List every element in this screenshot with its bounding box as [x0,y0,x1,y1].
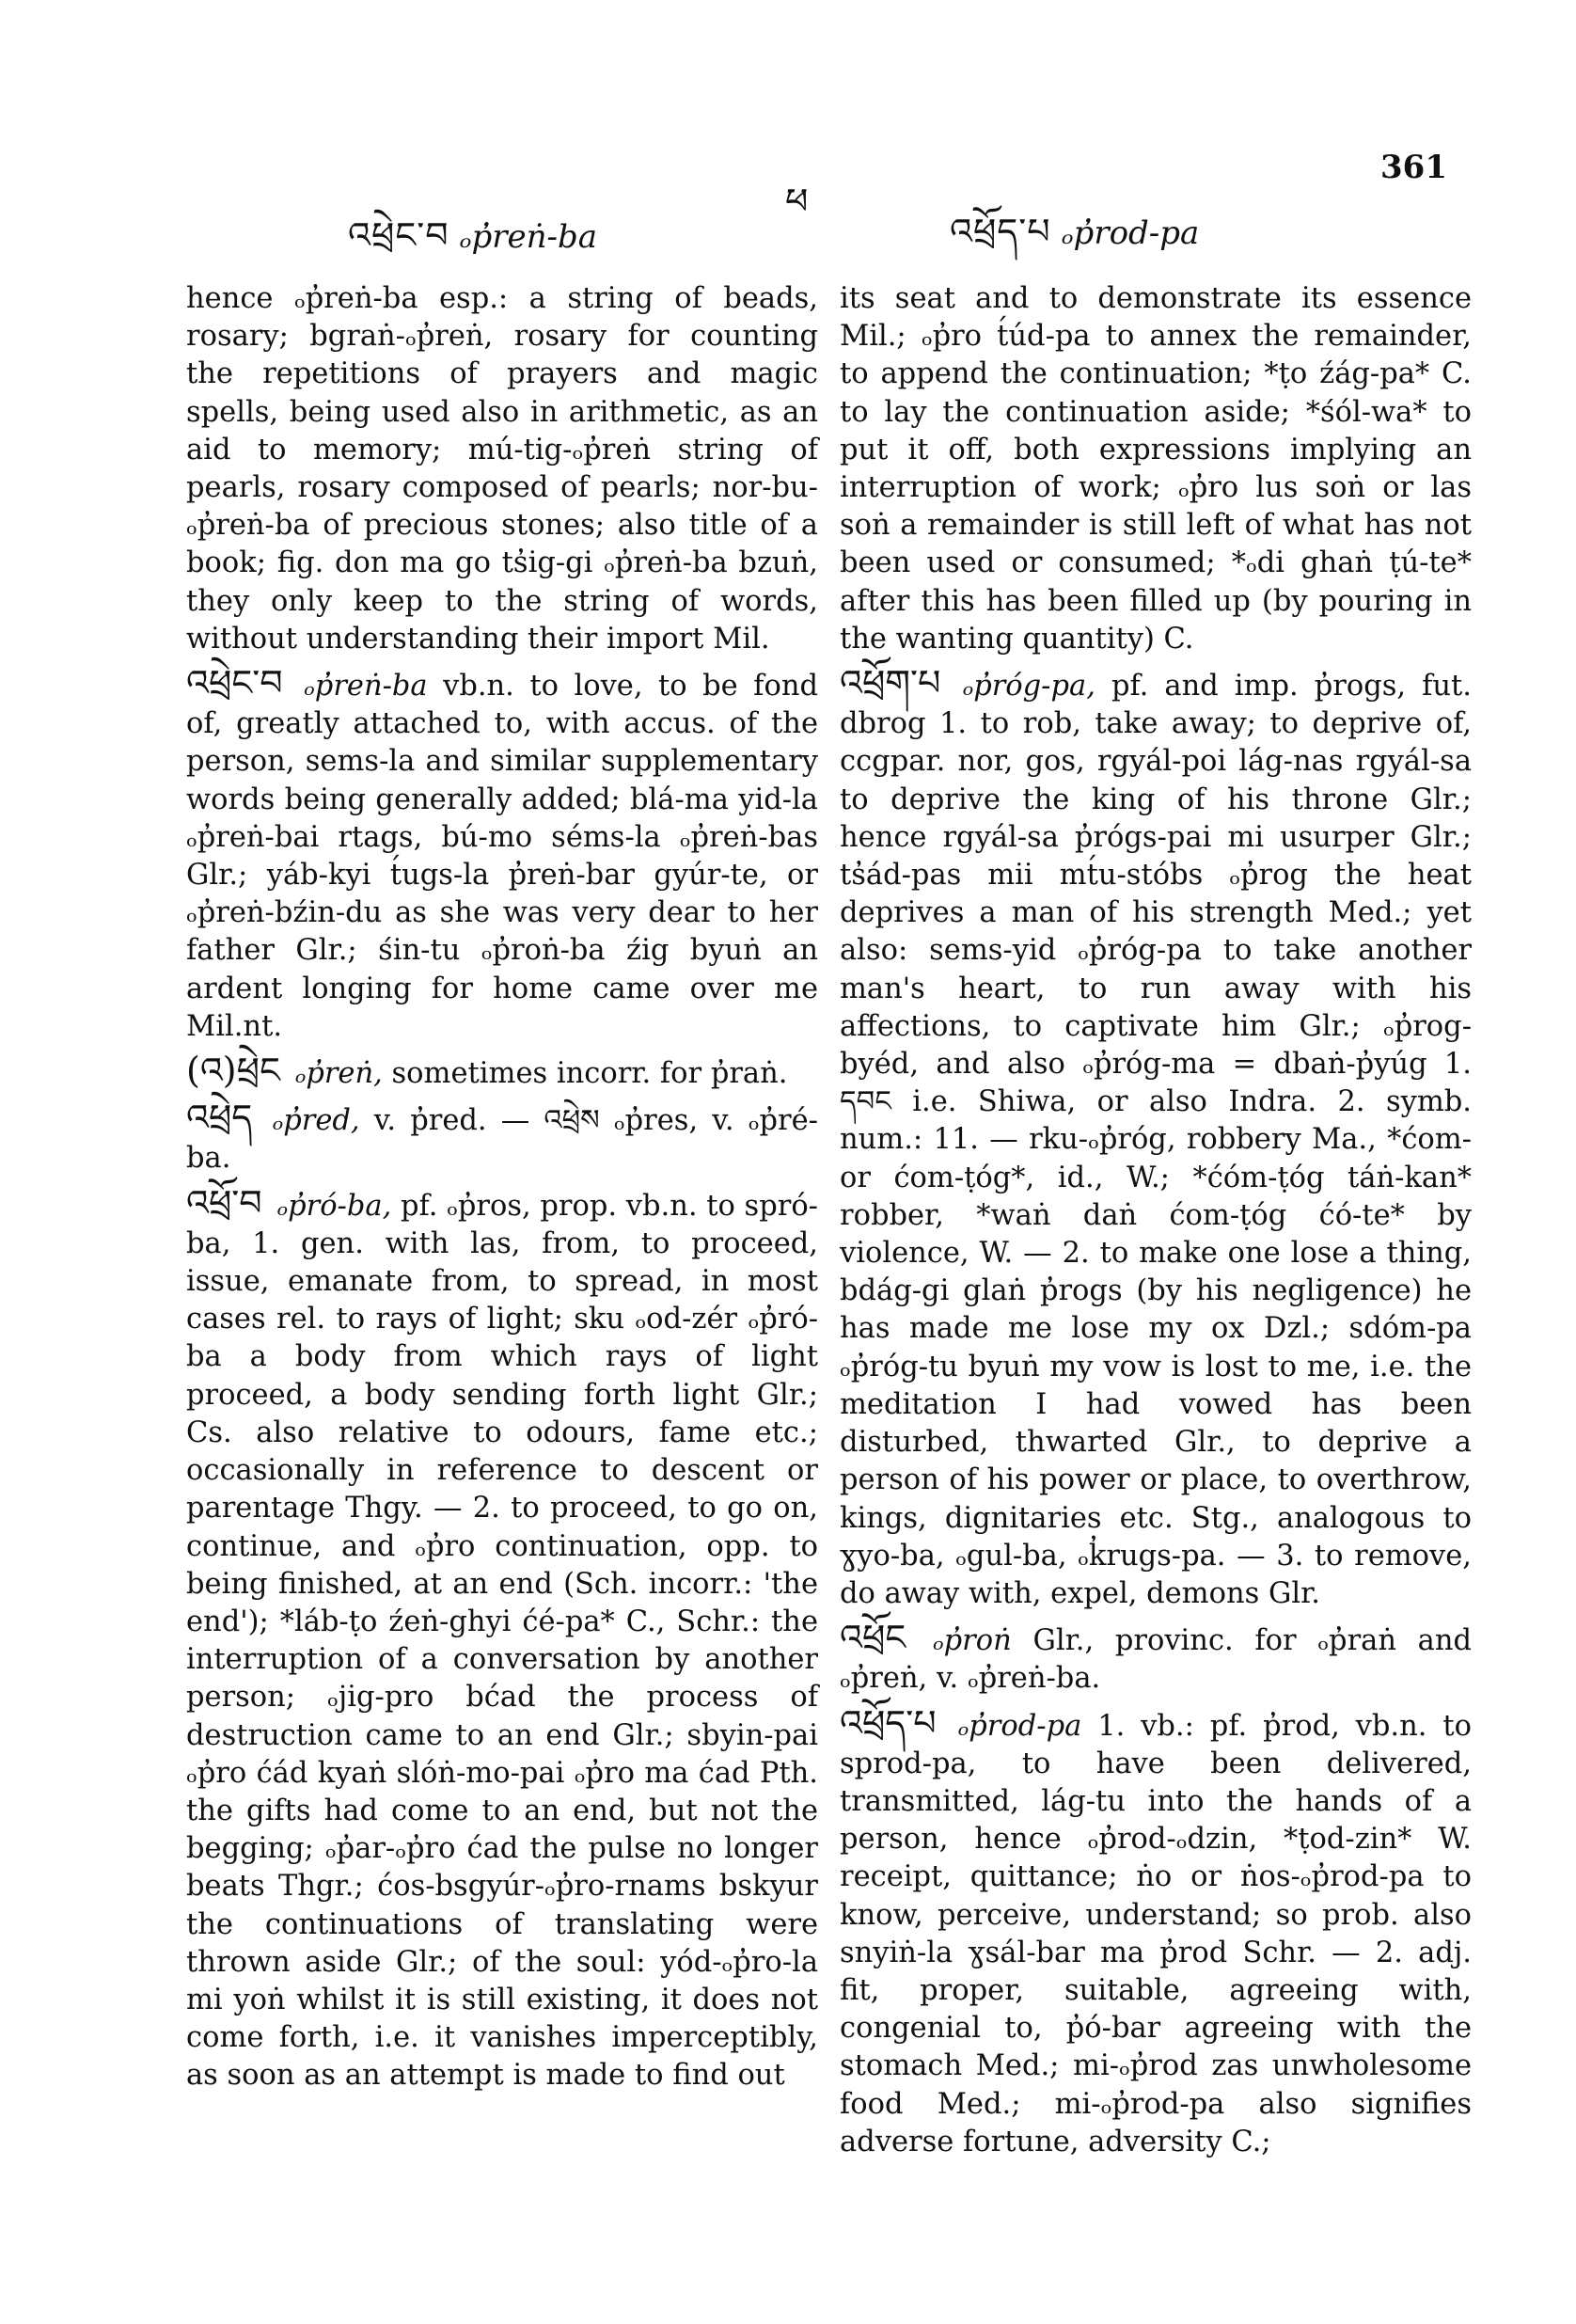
entry-headword-translit: ₒp̓reṅ-ba [304,670,428,704]
running-head-right [950,192,1199,292]
entry-headword-tibetan: འཕྲོད་པ [840,1701,937,1744]
entry-text: 1. vb.: pf. p̓rod, vb.n. to sprod-pa, to have been delivered, transmitted, lág-tu into the hands of a person, hence ₒp̓rod-ₒdzin, *ṭod-zin* W. receipt, quittance; ṅo or ṅos-ₒp̓rod-pa to know, perceive, understand; so prob. also snyiṅ-la ɣsál-bar ma p̓rod Schr. — 2. adj. fit, proper, suitable, agreeing with, congenial to, p̓ó-bar agreeing with the stomach Med.; mi-ₒp̓rod zas unwholesome food Med.; mi-ₒp̓rod-pa also signifies adverse fortune, adversity C.; [840,1709,1472,2158]
dictionary-entry [840,1701,1472,2161]
dictionary-entry [186,1099,818,1178]
running-head-left-tibetan: འཕྲེང་བ [348,214,449,256]
running-head-right-translit: ₒp̓rod-pa [1061,214,1200,252]
entry-text: v. p̓red. — འཕྲེས ₒp̓res, v. ₒp̓ré-ba. [186,1104,818,1176]
entry-headword-translit: ₒp̓ró-ba, [276,1189,392,1223]
right-column [840,280,1472,2167]
entry-text: vb.n. to love, to be fond of, greatly attached to, with accus. of the person, sems-la and similar supplementary words being generally added; blá-ma yid-la ₒp̓reṅ-bai rtags, bú-mo séms-la ₒp̓reṅ-bas Glr.; yáb-kyi t́ugs-la p̓reṅ-bar gyúr-te, or ₒp̓reṅ-bźin-du as she was very dear to her father Glr.; śin-tu ₒp̓roṅ-ba źig byuṅ an ardent longing for home came over me Mil.nt. [186,670,818,1043]
entry-text: Glr., provinc. for ₒp̓raṅ and ₒp̓reṅ, v. ₒp̓reṅ-ba. [840,1624,1472,1696]
entry-headword-translit: ₒp̓rod-pa [957,1709,1082,1743]
entry-text: sometimes incorr. for p̓raṅ. [391,1057,788,1091]
dictionary-entry [840,280,1472,658]
entry-text: hence ₒp̓reṅ-ba esp.: a string of beads, rosary; bgraṅ-ₒp̓reṅ, rosary for counting the repetitions of prayers and magic spells, being used also in arithmetic, as an aid to memory; mú-tig-ₒp̓reṅ string of pearls, rosary composed of pearls; nor-bu-ₒp̓reṅ-ba of precious stones; also title of a book; fig. don ma go ts̓ig-gi ₒp̓reṅ-ba bzuṅ, they only keep to the string of words, without understanding their import Mil. [186,282,818,656]
dictionary-entry [186,1051,818,1093]
entry-headword-tibetan: འཕྲོ་བ [186,1181,262,1224]
dictionary-entry [840,664,1472,1613]
entry-text: its seat and to demonstrate its essence Mil.; ₒp̓ro t́úd-pa to annex the remainder, to append the continuation; *ṭo źág-pa* C. to lay the continuation aside; *śól-wa* to put it off, both expressions implying an interruption of work; ₒp̓ro lus soṅ or las soṅ a remainder is still left of what has not been used or consumed; *ₒdi ghaṅ ṭú-te* after this has been filled up (by pouring in the wanting quantity) C. [840,282,1472,656]
entry-headword-translit: ₒp̓roṅ [932,1624,1012,1658]
entry-headword-tibetan: (འ)ཕྲེང [186,1050,280,1092]
section-letter: ཕ [785,181,810,222]
dictionary-entry [840,1619,1472,1698]
entry-headword-tibetan: འཕྲོག་པ [840,662,941,704]
running-head-left-translit: ₒp̓reṅ-ba [459,218,598,256]
dictionary-entry [186,280,818,658]
dictionary-entry [186,664,818,1046]
entry-headword-tibetan: འཕྲོང [840,1617,906,1659]
entry-text: pf. and imp. p̓rogs, fut. dbrog 1. to rob, take away; to deprive of, ccgpar. nor, gos, rgyál-poi lág-nas rgyál-sa to deprive the king of his throne Glr.; hence rgyál-sa p̓rógs-pai mi usurper Glr.; ts̓ád-pas mii mt́u-stóbs ₒp̓rog the heat deprives a man of his strength Med.; yet also: sems-yid ₒp̓róg-pa to take another man's heart, to run away with his affections, to captivate him Glr.; ₒp̓rog-byéd, and also ₒp̓róg-ma = dbaṅ-p̓yúg 1. དབང i.e. Shiwa, or also Indra. 2. symb. num.: 11. — rku-ₒp̓róg, robbery Ma., *ćom- or ćom-ṭóg*, id., W.; *ćóm-ṭóg táṅ-kan* robber, *waṅ daṅ ćom-ṭóg ćó-te* by violence, W. — 2. to make one lose a thing, bdág-gi glaṅ p̓rogs (by his negligence) he has made me lose my ox Dzl.; sdóm-pa ₒp̓róg-tu byuṅ my vow is lost to me, i.e. the meditation I had vowed has been disturbed, thwarted Glr., to deprive a person of his power or place, to overthrow, kings, dignitaries etc. Stg., analogous to ɣyo-ba, ₒgul-ba, ₒk̓rugs-pa. — 3. to remove, do away with, expel, demons Glr. [840,670,1472,1610]
entry-headword-translit: ₒp̓reṅ, [294,1057,383,1091]
page-header [0,141,1576,256]
entry-headword-tibetan: འཕྲེང་བ [186,662,283,704]
entry-text: pf. ₒp̓ros, prop. vb.n. to spró-ba, 1. gen. with las, from, to proceed, issue, emanate from, to spread, in most cases rel. to rays of light; sku ₒod-zér ₒp̓ró-ba a body from which rays of light proceed, a body sending forth light Glr.; Cs. also relative to odours, fame etc.; occasionally in reference to descent or parentage Thgy. — 2. to proceed, to go on, continue, and ₒp̓ro continuation, opp. to being finished, at an end (Sch. incorr.: 'the end'); *láb-ṭo źeṅ-ghyi ćé-pa* C., Schr.: the interruption of a conversation by another person; ₒjig-pro bćad the process of destruction came to an end Glr.; sbyin-pai ₒp̓ro ćád kyaṅ slóṅ-mo-pai ₒp̓ro ma ćad Pth. the gifts had come to an end, but not the begging; ₒp̓ar-ₒp̓ro ćad the pulse no longer beats Thgr.; ćos-bsgyúr-ₒp̓ro-rnams bskyur the continuations of translating were thrown aside Glr.; of the soul: yód-ₒp̓ro-la mi yoṅ whilst it is still existing, it does not come forth, i.e. it vanishes imperceptibly, as soon as an attempt is made to find out [186,1189,818,2093]
page-number: 361 [1380,149,1447,186]
entry-headword-tibetan: འཕྲེད [186,1097,253,1139]
entry-headword-translit: ₒp̓red, [272,1104,360,1138]
dictionary-entry [186,1181,818,2095]
running-head-right-tibetan: འཕྲོད་པ [950,211,1051,252]
left-column [186,280,818,2101]
entry-headword-translit: ₒp̓róg-pa, [962,670,1095,704]
